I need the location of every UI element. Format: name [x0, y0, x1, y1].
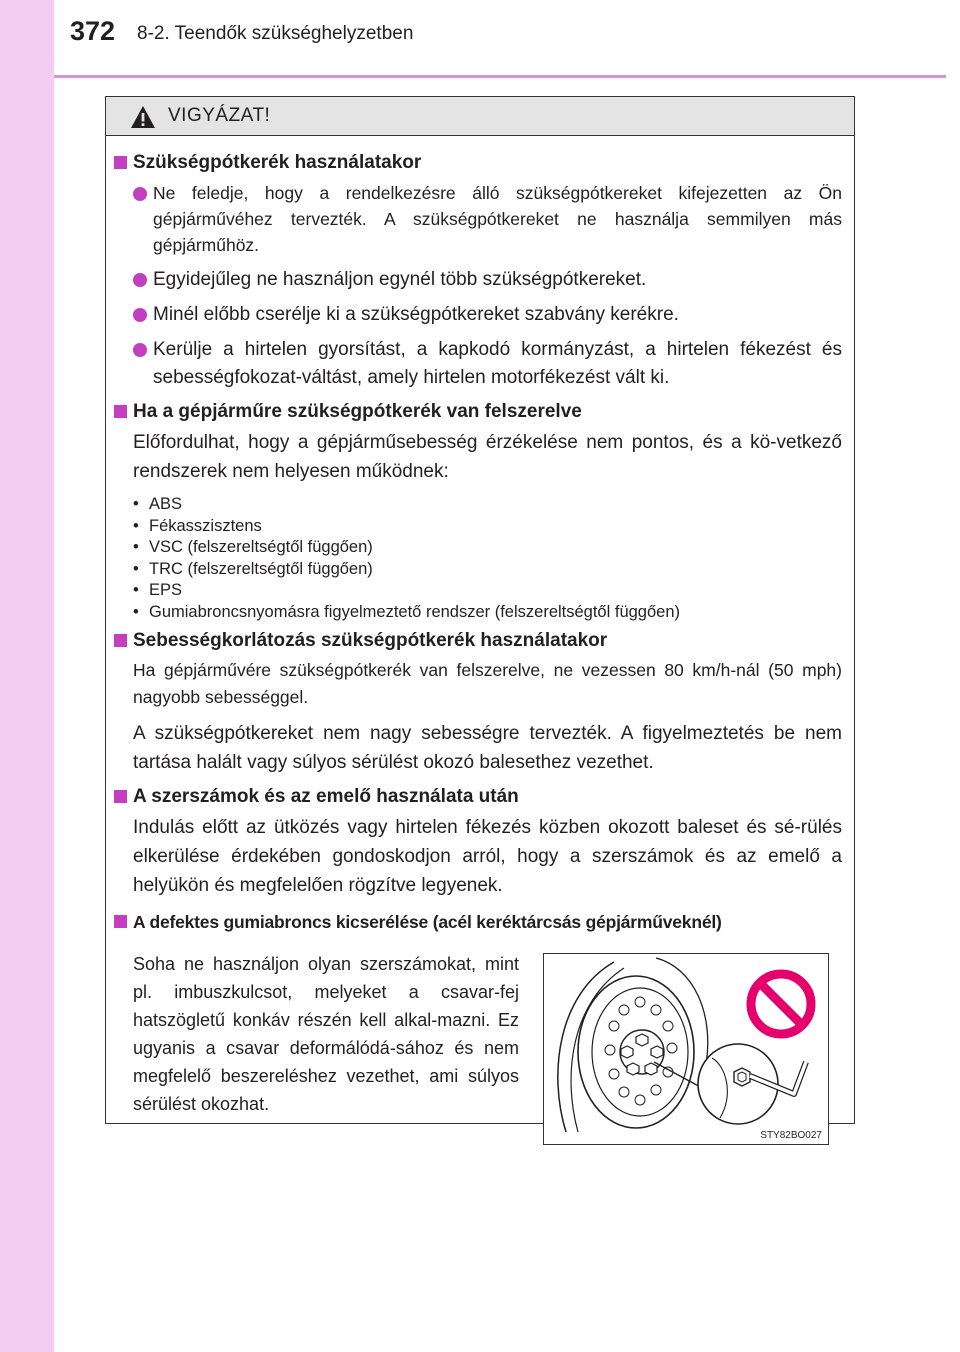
section-heading: Sebességkorlátozás szükségpótkerék használatakor — [106, 627, 854, 655]
header-rule — [54, 75, 946, 78]
list-item: • Fékasszisztens — [133, 516, 854, 538]
page-sidebar — [0, 0, 54, 1352]
list-item: Minél előbb cserélje ki a szükségpótkereket szabvány kerékre. — [106, 301, 854, 329]
circle-bullet-icon — [133, 308, 147, 322]
section-heading: Ha a gépjárműre szükségpótkerék van felszerelve — [106, 398, 854, 426]
section-heading: A szerszámok és az emelő használata után — [106, 783, 854, 811]
square-bullet-icon — [114, 156, 127, 169]
system-list — [106, 494, 854, 623]
square-bullet-icon — [114, 405, 127, 418]
circle-bullet-icon — [133, 273, 147, 287]
list-item: • EPS — [133, 580, 854, 602]
paragraph: A szükségpótkereket nem nagy sebességre tervezték. A figyelmeztetés be nem tartása halált vagy súlyos sérülést okozó balesethez vezethet. — [133, 723, 842, 773]
warning-triangle-icon — [130, 105, 156, 129]
section-heading: A defektes gumiabroncs kicserélése (acél keréktárcsás gépjárműveknél) — [106, 908, 854, 936]
list-item: Kerülje a hirtelen gyorsítást, a kapkodó kormányzást, a hirtelen fékezést és sebességfokozat-váltást, amely hirtelen motorfékezést vált ki. — [106, 336, 854, 392]
circle-bullet-icon — [133, 343, 147, 357]
list-item: Ne feledje, hogy a rendelkezésre álló szükségpótkereket kifejezetten az Ön gépjárművéhez tervezték. A szükségpótkereket ne használja semmilyen más gépjárműhöz. — [106, 180, 854, 258]
caution-label: VIGYÁZAT! — [168, 105, 271, 126]
caution-box — [105, 96, 855, 1141]
wheel-allen-key-drawing — [544, 954, 828, 1144]
paragraph: Előfordulhat, hogy a gépjárműsebesség érzékelése nem pontos, és a kö-vetkező rendszerek nem helyesen működnek: — [133, 432, 842, 482]
list-item: • Gumiabroncsnyomásra figyelmeztető rendszer (felszereltségtől függően) — [133, 602, 854, 624]
list-item: • ABS — [133, 494, 854, 516]
square-bullet-icon — [114, 790, 127, 803]
final-section-body — [106, 936, 854, 1186]
wheel-illustration — [543, 953, 829, 1145]
paragraph: Ha gépjárművére szükségpótkerék van felszerelve, ne vezessen 80 km/h-nál (50 mph) nagyobb sebességgel. — [133, 660, 842, 707]
caution-content — [106, 149, 854, 1186]
list-item: • TRC (felszereltségtől függően) — [133, 559, 854, 581]
square-bullet-icon — [114, 915, 127, 928]
paragraph: Indulás előtt az ütközés vagy hirtelen fékezés közben okozott baleset és sé-rülés elkerülése érdekében gondoskodjon arról, hogy a szerszámok és az emelő a helyükön és megfelelően rögzítve legyenek. — [133, 817, 842, 896]
page-number: 372 — [70, 16, 116, 46]
caution-header — [106, 97, 854, 136]
list-item: • VSC (felszereltségtől függően) — [133, 537, 854, 559]
paragraph: Soha ne használjon olyan szerszámokat, mint pl. imbuszkulcsot, melyeket a csavar-fej hatszögletű konkáv részén kell alkal-mazni. Ez ugyanis a csavar deformálódá-sához és nem megfelelő beszereléshez vezethet, ami súlyos sérülést okozhat. — [133, 954, 519, 1114]
figure-code: STY82BO027 — [760, 1130, 822, 1141]
list-item: Egyidejűleg ne használjon egynél több szükségpótkereket. — [106, 266, 854, 294]
section-heading: Szükségpótkerék használatakor — [106, 149, 854, 177]
square-bullet-icon — [114, 634, 127, 647]
circle-bullet-icon — [133, 187, 147, 201]
section-title: 8-2. Teendők szükséghelyzetben — [137, 23, 414, 44]
